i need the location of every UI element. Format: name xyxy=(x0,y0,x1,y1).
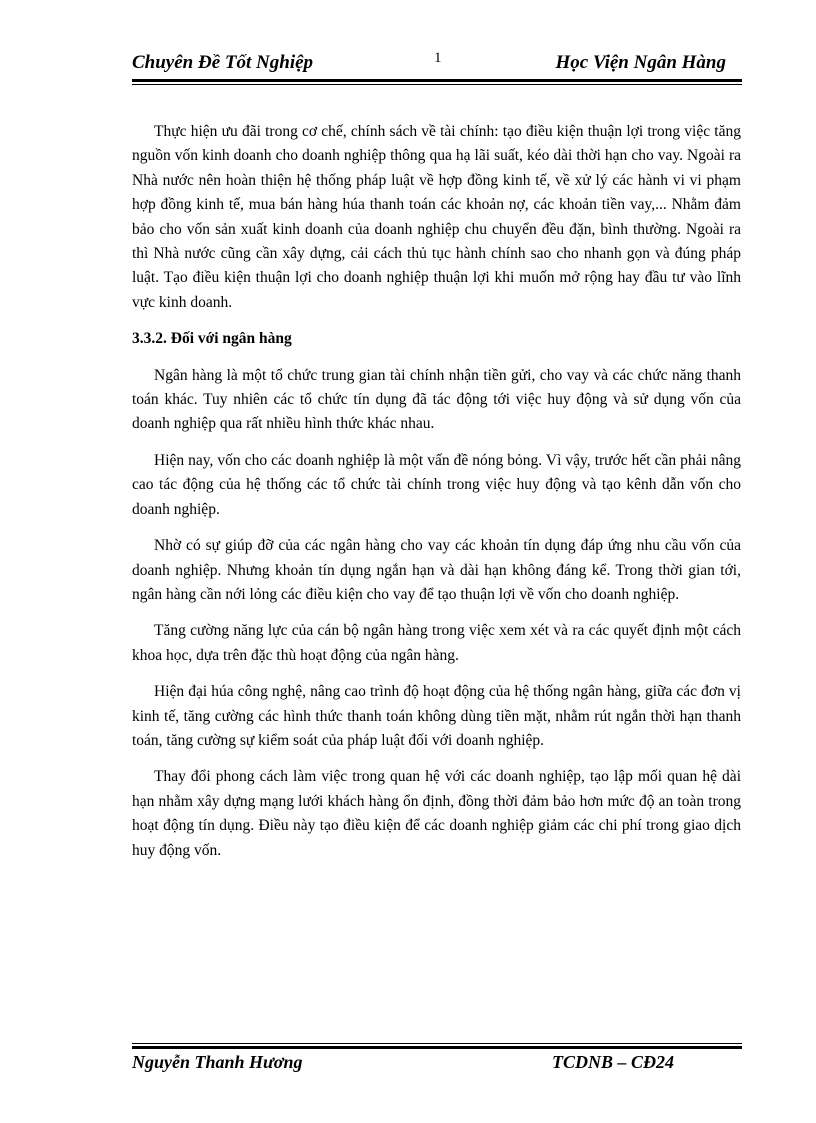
document-body xyxy=(132,120,741,875)
paragraph: Tăng cường năng lực của cán bộ ngân hàng trong việc xem xét và ra các quyết định một cách khoa học, dựa trên đặc thù hoạt động của ngân hàng. xyxy=(132,622,741,664)
page-header xyxy=(132,50,742,76)
paragraph: Nhờ có sự giúp đỡ của các ngân hàng cho vay các khoản tín dụng đáp ứng nhu cầu vốn của doanh nghiệp. Nhưng khoản tín dụng ngắn hạn và dài hạn không đáng kể. Trong thời gian tới, ngân hàng cần nới lỏng các điều kiện cho vay để tạo thuận lợi về vốn cho doanh nghiệp. xyxy=(132,537,741,603)
header-title-left: Chuyên Đề Tốt Nghiệp xyxy=(132,52,314,73)
footer-rule-thin xyxy=(132,1043,742,1044)
footer-rule-thick xyxy=(132,1046,742,1049)
footer-class-code: TCDNB – CĐ24 xyxy=(552,1052,675,1072)
paragraph: Thực hiện ưu đãi trong cơ chế, chính sách về tài chính: tạo điều kiện thuận lợi trong việc tăng nguồn vốn kinh doanh cho doanh nghiệp thông qua hạ lãi suất, kéo dài thời hạn cho vay. Ngoài ra Nhà nước nên hoàn thiện hệ thống pháp luật về hợp đồng kinh tế, về xử lý các hành vi vi phạm hợp đồng kinh tế, mua bán hàng húa thanh toán các khoản nợ, các khoản tiền vay,... Nhằm đảm bảo cho vốn sản xuất kinh doanh của doanh nghiệp chu chuyển đều đặn, bình thường. Ngoài ra thì Nhà nước cũng cần xây dựng, cải cách thủ tục hành chính sao cho nhanh gọn và đúng pháp luật. Tạo điều kiện thuận lợi cho doanh nghiệp thuận lợi khi muốn mở rộng hay đầu tư vào lĩnh vực kinh doanh. xyxy=(132,123,741,311)
header-rule-thin xyxy=(132,84,742,85)
section-heading: 3.3.2. Đối với ngân hàng xyxy=(132,330,292,348)
paragraph: Hiện nay, vốn cho các doanh nghiệp là một vấn đề nóng bỏng. Vì vậy, trước hết cần phải nâng cao tác động của hệ thống các tổ chức tài chính trong việc huy động và tạo kênh dẫn vốn cho doanh nghiệp. xyxy=(132,451,741,518)
header-title-right: Học Viện Ngân Hàng xyxy=(555,52,726,73)
footer-author: Nguyễn Thanh Hương xyxy=(132,1052,303,1072)
paragraph: Hiện đại húa công nghệ, nâng cao trình độ hoạt động của hệ thống ngân hàng, giữa các đơn vị kinh tế, tăng cường các hình thức thanh toán không dùng tiền mặt, nhằm rút ngắn thời hạn thanh toán, tăng cường sự kiểm soát của pháp luật đối với doanh nghiệp. xyxy=(132,683,741,749)
paragraph: Thay đổi phong cách làm việc trong quan hệ với các doanh nghiệp, tạo lập mối quan hệ dài hạn nhằm xây dựng mạng lưới khách hàng ổn định, đồng thời đảm bảo hơn mức độ an toàn trong hoạt động tín dụng. Điều này tạo điều kiện để các doanh nghiệp giảm các chi phí trong giao dịch huy động vốn. xyxy=(132,768,741,859)
page-number: 1 xyxy=(434,50,442,66)
paragraph: Ngân hàng là một tổ chức trung gian tài chính nhận tiền gửi, cho vay và các chức năng thanh toán khác. Tuy nhiên các tổ chức tín dụng đã tác động tới việc huy động và sử dụng vốn của doanh nghiệp qua rất nhiều hình thức khác nhau. xyxy=(132,366,741,433)
page-footer xyxy=(132,1052,742,1078)
header-rule-thick xyxy=(132,79,742,82)
